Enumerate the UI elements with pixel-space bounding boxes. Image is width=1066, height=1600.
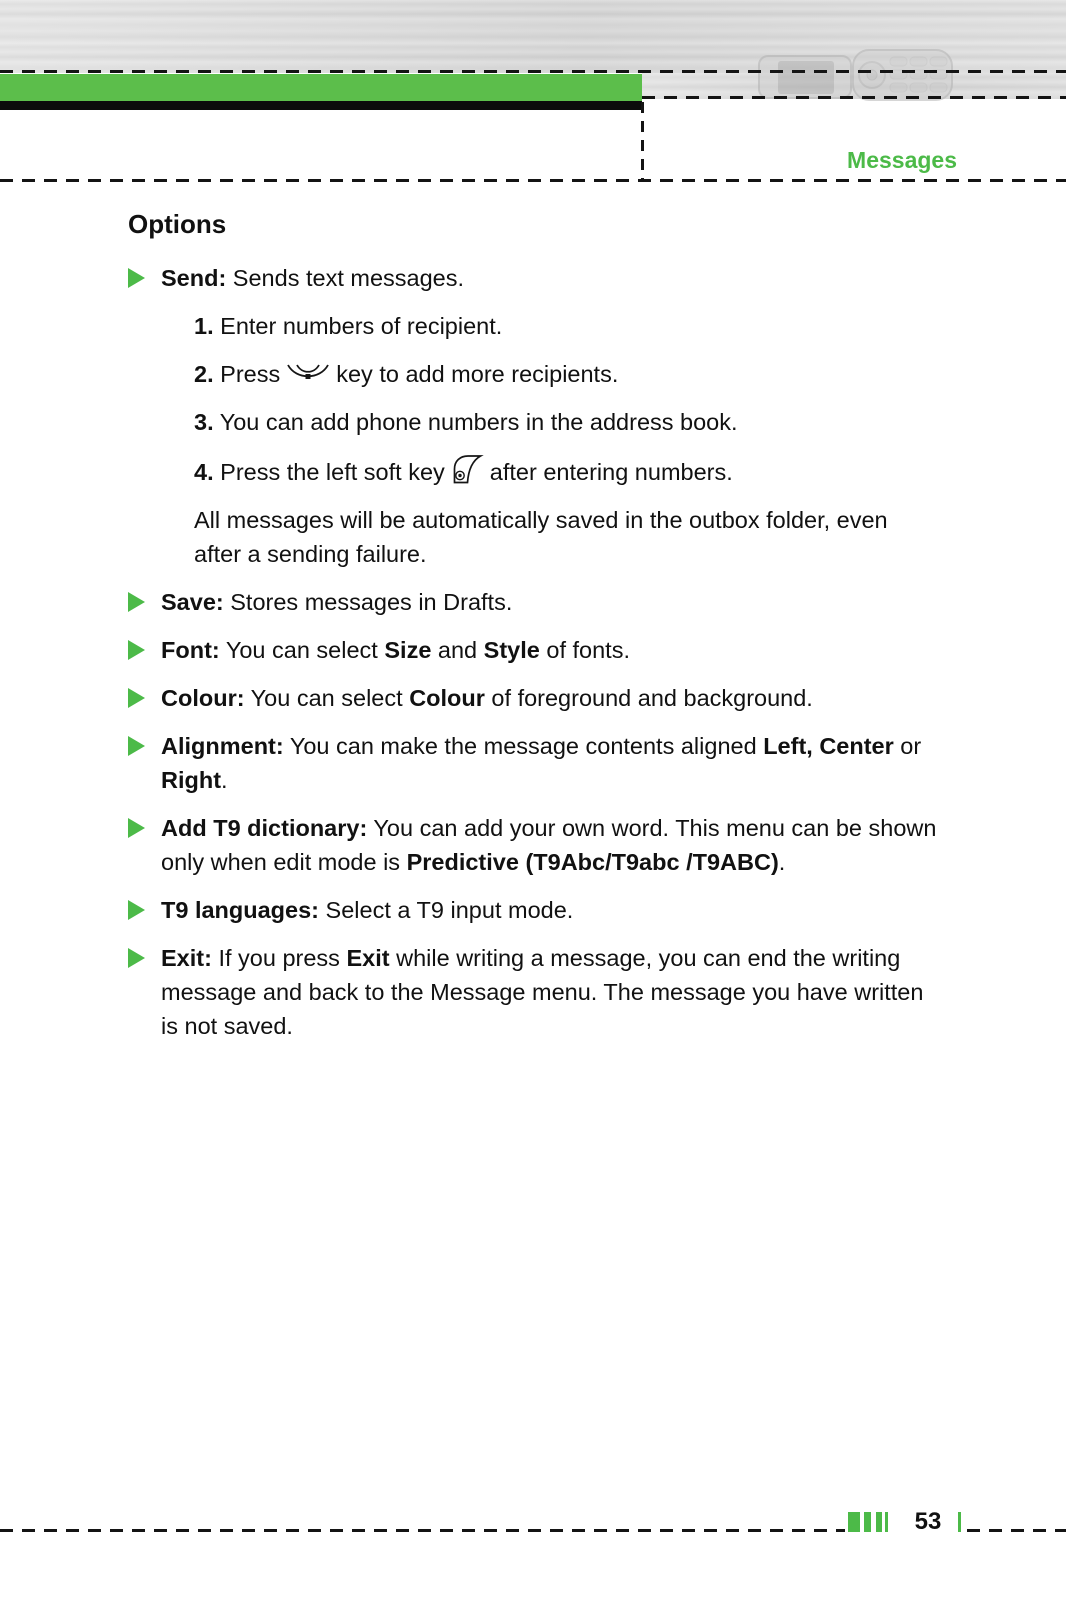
text: Stores messages in Drafts.: [223, 589, 513, 615]
header-dashed-line-top: [0, 70, 1066, 73]
text: You can add phone numbers in the address book.: [213, 409, 738, 435]
item-text: [161, 681, 940, 715]
bullet-arrow-icon: [128, 818, 145, 838]
bold-text: T9 languages:: [161, 897, 320, 923]
header-dashed-line-right: [642, 96, 1066, 99]
bold-text: 4.: [194, 459, 214, 485]
text: You can select: [244, 685, 410, 711]
text: Select a T9 input mode.: [319, 897, 574, 923]
footer-green-tick: [958, 1512, 961, 1532]
bold-text: Add T9 dictionary:: [161, 815, 368, 841]
text: of fonts.: [539, 637, 630, 663]
bold-text: Exit: [346, 945, 390, 971]
page-number: 53: [914, 1508, 942, 1535]
bullet-arrow-icon: [128, 948, 145, 968]
list-item-exit: [128, 941, 940, 1043]
text: key to add more recipients.: [336, 361, 619, 387]
bold-text: 2.: [194, 361, 214, 387]
text: All messages will be automatically saved in the outbox folder, even after a sending failure.: [194, 507, 888, 567]
bullet-arrow-icon: [128, 736, 145, 756]
text: while writing a message, you can end the writing message and back to the Message menu. The message you have written is not saved.: [161, 945, 924, 1039]
bullet-arrow-icon: [128, 688, 145, 708]
text: .: [221, 767, 228, 793]
item-text: [161, 261, 940, 295]
footer-green-bars-icon: [848, 1512, 888, 1532]
header-vertical-dashed-line: [641, 102, 644, 180]
footer-dashed-line-right: [967, 1529, 1066, 1532]
header-green-bar: [0, 74, 642, 101]
text: Sends text messages.: [226, 265, 465, 291]
bold-text: Style: [483, 637, 540, 663]
item-text: [161, 893, 940, 927]
bold-text: Exit:: [161, 945, 212, 971]
nav-key-icon: [286, 362, 330, 386]
footer-bar: [848, 1512, 860, 1532]
numbered-step: [194, 309, 940, 343]
item-text: [161, 811, 940, 879]
bold-text: Left, Center: [763, 733, 894, 759]
list-item-add-t9-dictionary: [128, 811, 940, 879]
bold-text: Font:: [161, 637, 220, 663]
bullet-arrow-icon: [128, 268, 145, 288]
item-text: [161, 941, 940, 1043]
text: Press the left soft key: [213, 459, 445, 485]
list-item-colour: [128, 681, 940, 715]
bold-text: Size: [384, 637, 432, 663]
text: Enter numbers of recipient.: [213, 313, 503, 339]
text: after entering numbers.: [489, 459, 733, 485]
footer-bar: [864, 1512, 871, 1532]
numbered-steps: [194, 309, 940, 489]
page-content: [128, 209, 940, 1043]
text: If you press: [211, 945, 347, 971]
bold-text: Send:: [161, 265, 227, 291]
text: or: [893, 733, 922, 759]
bullet-arrow-icon: [128, 900, 145, 920]
left-soft-key-icon: [451, 453, 484, 484]
item-text: [161, 585, 940, 619]
list-item-send: [128, 261, 940, 571]
text: .: [778, 849, 786, 875]
header-dashed-separator: [0, 179, 1066, 182]
bold-text: 1.: [194, 313, 214, 339]
text: of foreground and background.: [484, 685, 813, 711]
footer-bar: [876, 1512, 882, 1532]
text: You can make the message contents aligned: [283, 733, 764, 759]
bold-text: Save:: [161, 589, 224, 615]
header-black-bar: [0, 101, 642, 110]
section-heading: Options: [128, 209, 227, 239]
options-list: [128, 261, 940, 1043]
bold-text: Alignment:: [161, 733, 284, 759]
text: You can select: [219, 637, 385, 663]
note-paragraph: [194, 503, 940, 571]
list-item-t9-languages: [128, 893, 940, 927]
chapter-title: Messages: [847, 147, 957, 173]
bold-text: 3.: [194, 409, 214, 435]
numbered-step: [194, 357, 940, 391]
numbered-step: [194, 453, 940, 489]
list-item-alignment: [128, 729, 940, 797]
list-item-font: [128, 633, 940, 667]
bold-text: Right: [161, 767, 222, 793]
text: Press: [213, 361, 281, 387]
bold-text: Colour:: [161, 685, 245, 711]
footer-dashed-line-left: [0, 1529, 845, 1532]
numbered-step: [194, 405, 940, 439]
bullet-arrow-icon: [128, 640, 145, 660]
list-item-save: [128, 585, 940, 619]
text: You can add your own word. This menu can be shown only when edit mode is: [161, 815, 937, 875]
item-text: [161, 729, 940, 797]
bullet-arrow-icon: [128, 592, 145, 612]
bold-text: Predictive (T9Abc/T9abc /T9ABC): [406, 849, 779, 875]
bold-text: Colour: [409, 685, 485, 711]
text: and: [431, 637, 484, 663]
item-text: [161, 633, 940, 667]
footer-bar: [885, 1512, 888, 1532]
